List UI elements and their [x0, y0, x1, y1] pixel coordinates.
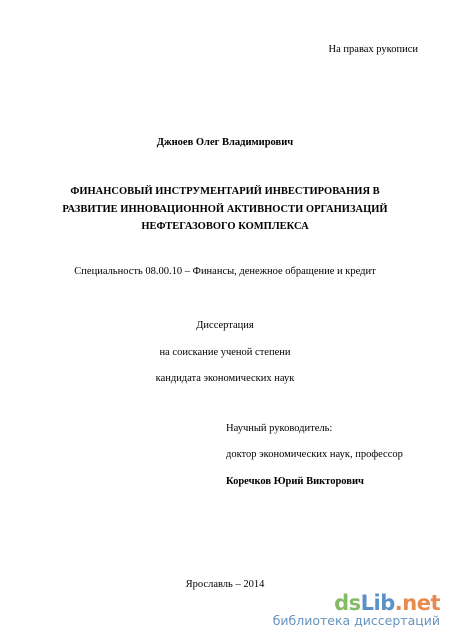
- city-year: Ярославль – 2014: [185, 579, 265, 590]
- specialty-line: Специальность 08.00.10 – Финансы, денежное обращение и кредит: [74, 266, 376, 277]
- dissertation-title: [0, 183, 450, 236]
- degree-field: кандидата экономических наук: [155, 373, 295, 384]
- title-line-3: НЕФТЕГАЗОВОГО КОМПЛЕКСА: [141, 221, 309, 232]
- dslib-subtitle: библиотека диссертаций: [272, 613, 440, 628]
- logo-part-ds: ds: [334, 591, 361, 615]
- title-line-2: РАЗВИТИЕ ИННОВАЦИОННОЙ АКТИВНОСТИ ОРГАНИЗАЦИЙ: [62, 203, 388, 215]
- rights-note: На правах рукописи: [328, 44, 418, 55]
- supervisor-name: Коречков Юрий Викторович: [226, 476, 364, 487]
- logo-part-lib: Lib: [360, 591, 395, 615]
- title-line-1: ФИНАНСОВЫЙ ИНСТРУМЕНТАРИЙ ИНВЕСТИРОВАНИЯ В: [70, 186, 380, 197]
- logo-part-net: .net: [394, 591, 440, 615]
- supervisor-rank: доктор экономических наук, профессор: [226, 449, 403, 460]
- dslib-logo: [273, 592, 440, 614]
- degree-purpose: на соискание ученой степени: [159, 347, 291, 358]
- supervisor-label: Научный руководитель:: [226, 423, 333, 434]
- author-name: Джноев Олег Владимирович: [156, 137, 294, 148]
- dslib-watermark[interactable]: [273, 592, 440, 628]
- degree-type: Диссертация: [196, 320, 254, 331]
